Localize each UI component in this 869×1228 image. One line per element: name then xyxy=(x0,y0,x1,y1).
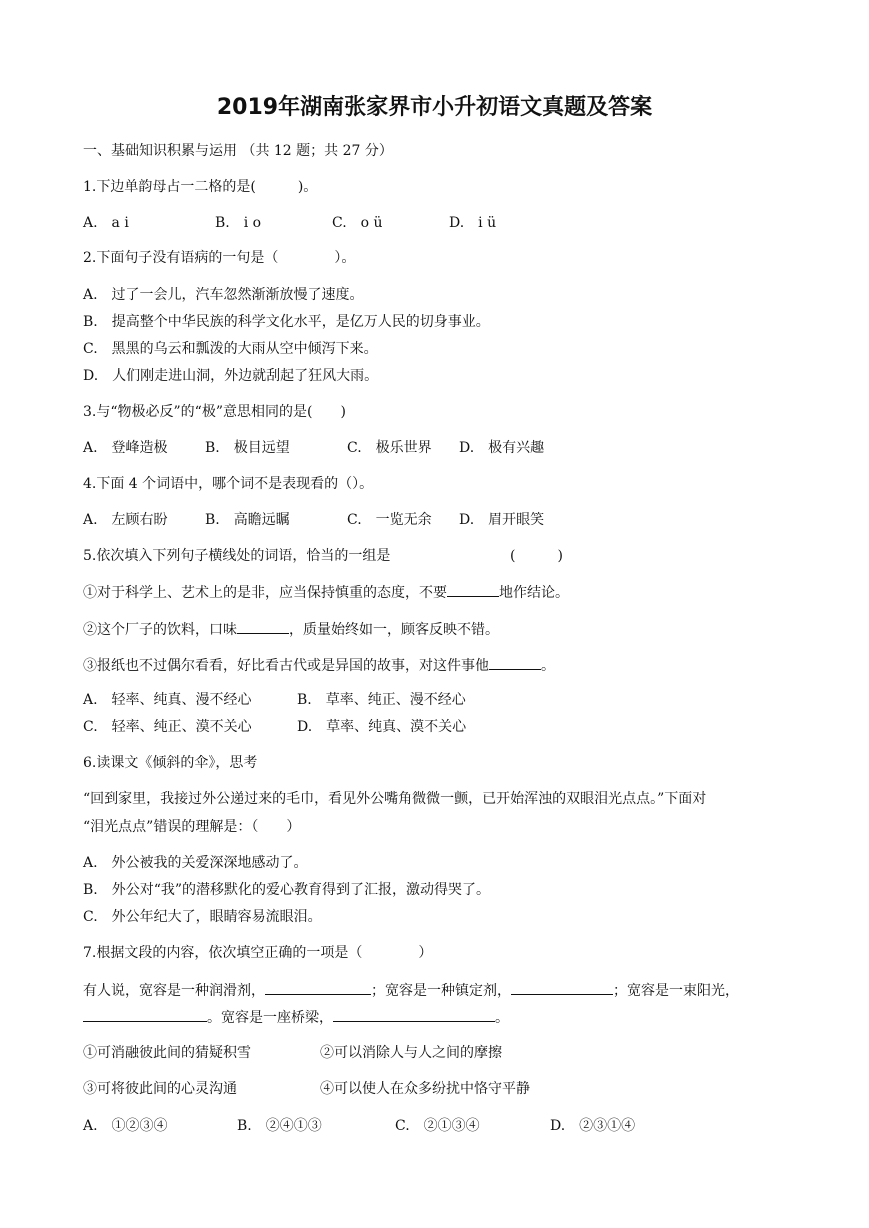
option-a: A. a i xyxy=(83,215,129,231)
question-5-sentence-1 xyxy=(83,582,569,603)
choice-2: ②可以消除人与人之间的摩擦 xyxy=(320,1045,502,1061)
passage-text: 有人说，宽容是一种润滑剂， xyxy=(83,983,265,999)
option-a: A. ①②③④ xyxy=(83,1118,168,1134)
option-a: A. 登峰造极 xyxy=(83,440,168,456)
option-a: A. 轻率、纯真、漫不经心 xyxy=(83,692,252,708)
option-d: D. i ü xyxy=(449,215,497,231)
fill-blank xyxy=(511,980,613,995)
question-6-stem: 6.读课文《倾斜的伞》，思考 xyxy=(83,755,258,771)
question-5-sentence-3 xyxy=(83,655,555,676)
option-b: B. i o xyxy=(215,215,262,231)
question-5-answer-paren: ( ) xyxy=(510,548,563,564)
option-d: D. ②③①④ xyxy=(550,1118,636,1134)
question-4-stem: 4.下面 4 个词语中，哪个词不是表现看的（）。 xyxy=(83,476,374,492)
option-c: C. 一览无余 xyxy=(347,512,432,528)
question-6-quote-line-1: “回到家里，我接过外公递过来的毛巾，看见外公嘴角微微一颤，已开始浑浊的双眼泪光点点。”下面对 xyxy=(83,791,707,807)
option-d: D. 草率、纯真、漠不关心 xyxy=(297,719,467,735)
fill-blank xyxy=(489,655,541,670)
option-b: B. 草率、纯正、漫不经心 xyxy=(297,692,466,708)
passage-text: ；宽容是一束阳光， xyxy=(613,983,739,999)
fill-blank xyxy=(237,619,289,634)
option-c: C. 极乐世界 xyxy=(347,440,432,456)
option-a: A. 左顾右盼 xyxy=(83,512,168,528)
question-3-options xyxy=(83,438,783,458)
passage-text: ；宽容是一种镇定剂， xyxy=(371,983,511,999)
question-5-sentence-2 xyxy=(83,619,499,640)
question-5-options-row-2 xyxy=(83,717,783,737)
question-7-options xyxy=(83,1116,783,1136)
question-1-options xyxy=(83,213,783,233)
sentence-text: ③报纸也不过偶尔看看，好比看古代或是异国的故事，对这件事他 xyxy=(83,658,489,674)
choice-4: ④可以使人在众多纷扰中恪守平静 xyxy=(320,1081,530,1097)
question-2-option-d: D. 人们刚走进山洞，外边就刮起了狂风大雨。 xyxy=(83,368,379,384)
question-7-stem: 7.根据文段的内容，依次填空正确的一项是（ ） xyxy=(83,945,433,961)
option-d: D. 极有兴趣 xyxy=(459,440,545,456)
question-3-stem: 3.与“物极必反”的“极”意思相同的是( ) xyxy=(83,404,346,420)
option-c: C. o ü xyxy=(332,215,383,231)
option-c: C. 轻率、纯正、漠不关心 xyxy=(83,719,252,735)
question-4-options xyxy=(83,510,783,530)
question-6-quote-line-2: “泪光点点”错误的理解是：（ ） xyxy=(83,819,301,835)
option-b: B. 高瞻远瞩 xyxy=(205,512,290,528)
section-heading: 一、基础知识积累与运用 （共 12 题；共 27 分） xyxy=(83,143,393,159)
option-b: B. ②④①③ xyxy=(237,1118,322,1134)
question-6-option-a: A. 外公被我的关爱深深地感动了。 xyxy=(83,855,308,871)
sentence-text: ①对于科学上、艺术上的是非，应当保持慎重的态度，不要 xyxy=(83,585,447,601)
fill-blank xyxy=(333,1007,495,1022)
sentence-text: 。 xyxy=(541,658,555,674)
question-2-option-c: C. 黑黑的乌云和瓢泼的大雨从空中倾泻下来。 xyxy=(83,341,378,357)
fill-blank xyxy=(83,1007,207,1022)
question-2-option-a: A. 过了一会儿，汽车忽然渐渐放慢了速度。 xyxy=(83,287,364,303)
question-6-option-c: C. 外公年纪大了，眼睛容易流眼泪。 xyxy=(83,909,322,925)
question-7-passage-line-2 xyxy=(83,1007,509,1028)
option-b: B. 极目远望 xyxy=(205,440,290,456)
question-6-option-b: B. 外公对“我”的潜移默化的爱心教育得到了汇报，激动得哭了。 xyxy=(83,882,491,898)
question-1-stem: 1.下边单韵母占一二格的是( )。 xyxy=(83,179,318,195)
question-7-passage-line-1 xyxy=(83,980,739,1001)
passage-text: 。 xyxy=(495,1010,509,1026)
question-5-stem: 5.依次填入下列句子横线处的词语，恰当的一组是 xyxy=(83,548,391,564)
option-c: C. ②①③④ xyxy=(395,1118,480,1134)
question-2-stem: 2.下面句子没有语病的一句是（ ）。 xyxy=(83,250,356,266)
option-d: D. 眉开眼笑 xyxy=(459,512,545,528)
choice-1: ①可消融彼此间的猜疑积雪 xyxy=(83,1045,251,1061)
question-2-option-b: B. 提高整个中华民族的科学文化水平，是亿万人民的切身事业。 xyxy=(83,314,490,330)
choice-3: ③可将彼此间的心灵沟通 xyxy=(83,1081,237,1097)
sentence-text: ②这个厂子的饮料，口味 xyxy=(83,622,237,638)
question-5-options-row-1 xyxy=(83,690,783,710)
sentence-text: 地作结论。 xyxy=(499,585,569,601)
page-title: 2019年湖南张家界市小升初语文真题及答案 xyxy=(216,95,653,120)
fill-blank xyxy=(265,980,371,995)
sentence-text: ，质量始终如一，顾客反映不错。 xyxy=(289,622,499,638)
fill-blank xyxy=(447,582,499,597)
passage-text: 。宽容是一座桥梁， xyxy=(207,1010,333,1026)
